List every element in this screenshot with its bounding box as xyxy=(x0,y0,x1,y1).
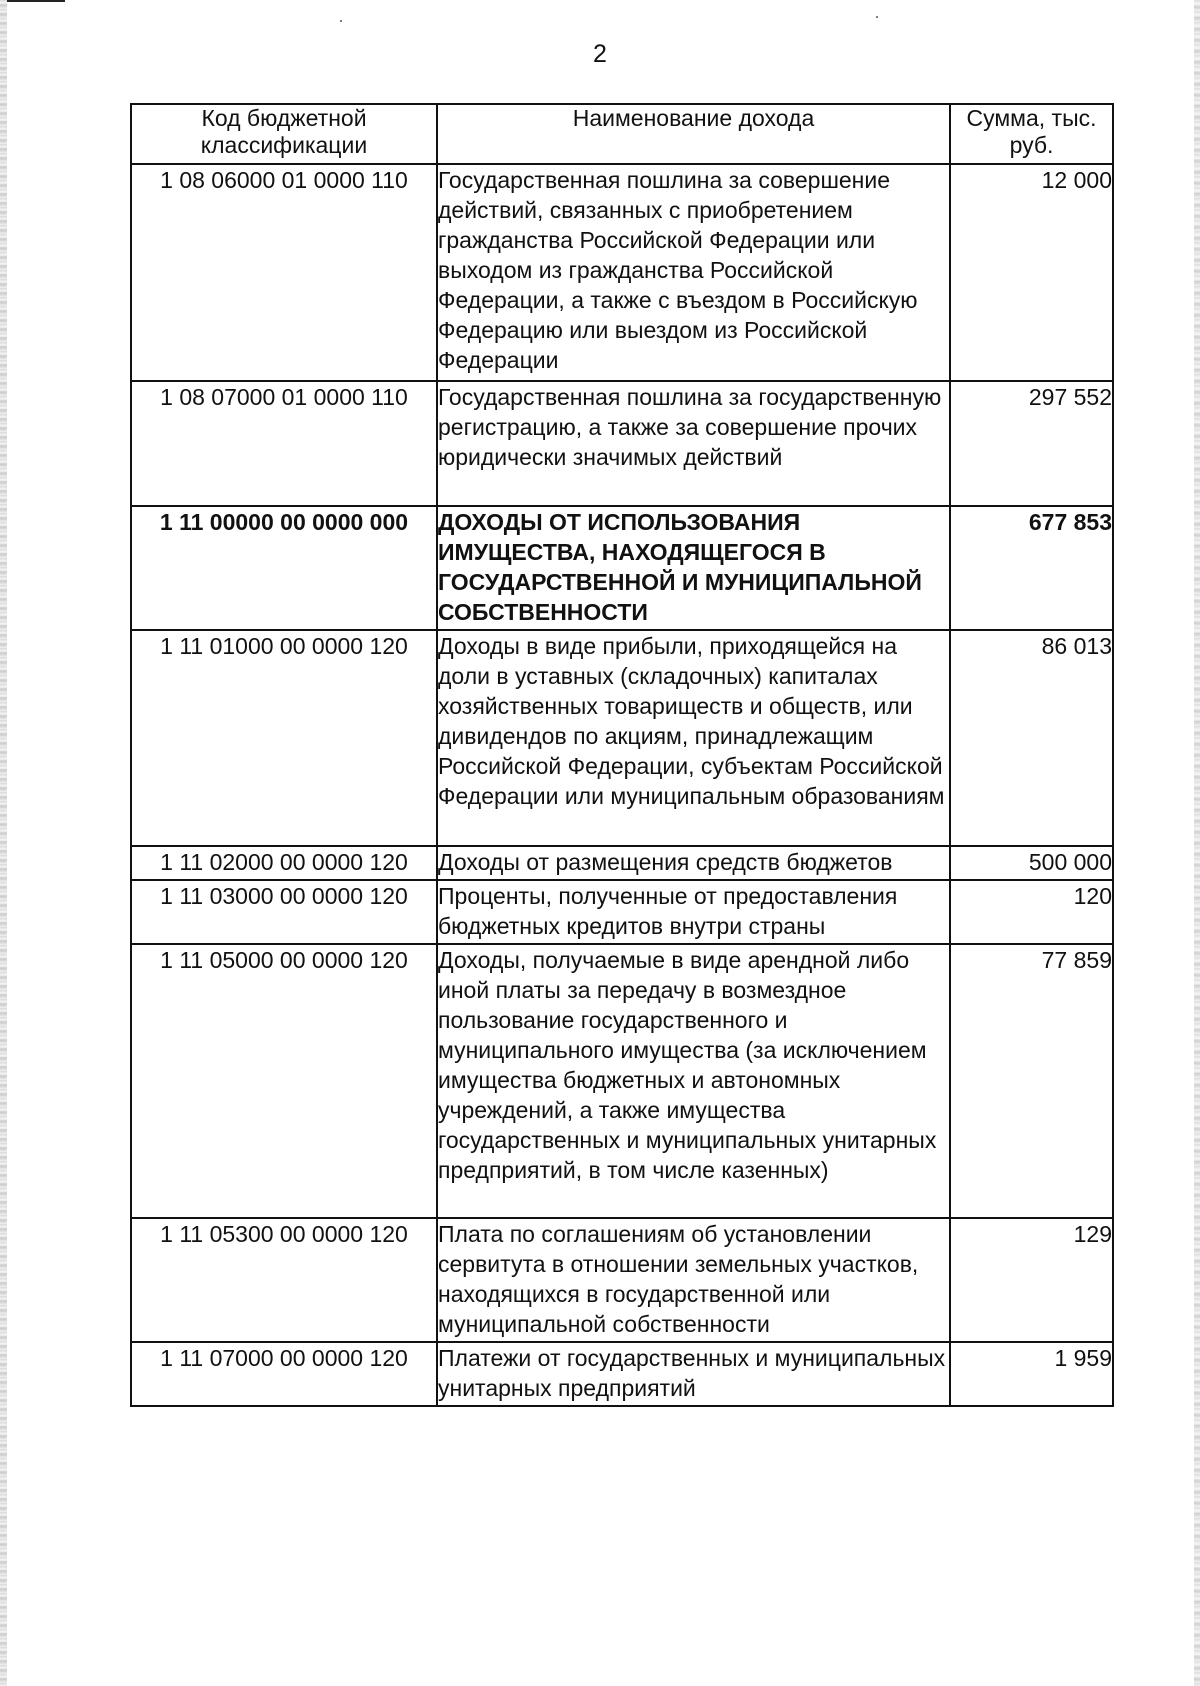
table-row xyxy=(131,630,1113,846)
row-sum: 500 000 xyxy=(950,846,1113,880)
row-sum: 120 xyxy=(950,880,1113,944)
row-code: 1 11 03000 00 0000 120 xyxy=(131,880,437,944)
row-name: Платежи от государственных и муниципальных унитарных предприятий xyxy=(437,1342,950,1406)
scan-speck xyxy=(876,16,878,18)
row-sum: 77 859 xyxy=(950,944,1113,1218)
scan-edge-left xyxy=(0,0,7,1686)
table-row xyxy=(131,164,1113,381)
row-code: 1 11 01000 00 0000 120 xyxy=(131,630,437,846)
row-sum: 297 552 xyxy=(950,381,1113,506)
row-name: Проценты, полученные от предоставления бюджетных кредитов внутри страны xyxy=(437,880,950,944)
row-code: 1 11 07000 00 0000 120 xyxy=(131,1342,437,1406)
row-code: 1 11 05300 00 0000 120 xyxy=(131,1218,437,1342)
header-sum: Сумма, тыс. руб. xyxy=(950,104,1113,164)
page-number: 2 xyxy=(593,40,607,68)
revenue-table xyxy=(130,103,1114,1407)
row-code: 1 08 06000 01 0000 110 xyxy=(131,164,437,381)
header-code: Код бюджетной классификации xyxy=(131,104,437,164)
row-sum: 1 959 xyxy=(950,1342,1113,1406)
table-row xyxy=(131,880,1113,944)
row-name: Государственная пошлина за совершение действий, связанных с приобретением гражданства Российской Федерации или выходом из гражданства Российской Федерации, а также с въездом в Российскую Федерацию или выездом из Российской Федерации xyxy=(437,164,950,381)
row-code: 1 11 00000 00 0000 000 xyxy=(131,506,437,630)
header-name: Наименование дохода xyxy=(437,104,950,164)
row-sum: 129 xyxy=(950,1218,1113,1342)
row-name: ДОХОДЫ ОТ ИСПОЛЬЗОВАНИЯ ИМУЩЕСТВА, НАХОДЯЩЕГОСЯ В ГОСУДАРСТВЕННОЙ И МУНИЦИПАЛЬНОЙ СОБСТВЕННОСТИ xyxy=(437,506,950,630)
row-name: Плата по соглашениям об установлении сервитута в отношении земельных участков, находящихся в государственной или муниципальной собственности xyxy=(437,1218,950,1342)
table-row xyxy=(131,1342,1113,1406)
row-sum: 86 013 xyxy=(950,630,1113,846)
row-code: 1 08 07000 01 0000 110 xyxy=(131,381,437,506)
row-code: 1 11 05000 00 0000 120 xyxy=(131,944,437,1218)
table-row xyxy=(131,944,1113,1218)
table-row-section xyxy=(131,506,1113,630)
row-code: 1 11 02000 00 0000 120 xyxy=(131,846,437,880)
table-header-row xyxy=(131,104,1113,164)
row-sum: 12 000 xyxy=(950,164,1113,381)
scan-edge-right xyxy=(1194,0,1200,1686)
row-sum: 677 853 xyxy=(950,506,1113,630)
row-name: Доходы от размещения средств бюджетов xyxy=(437,846,950,880)
scan-artifact-line xyxy=(7,0,65,2)
scan-speck xyxy=(340,20,342,22)
table-row xyxy=(131,381,1113,506)
row-name: Государственная пошлина за государственную регистрацию, а также за совершение прочих юридически значимых действий xyxy=(437,381,950,506)
row-name: Доходы, получаемые в виде арендной либо иной платы за передачу в возмездное пользование государственного и муниципального имущества (за исключением имущества бюджетных и автономных учреждений, а также имущества государственных и муниципальных унитарных предприятий, в том числе казенных) xyxy=(437,944,950,1218)
row-name: Доходы в виде прибыли, приходящейся на доли в уставных (складочных) капиталах хозяйственных товариществ и обществ, или дивидендов по акциям, принадлежащим Российской Федерации, субъектам Российской Федерации или муниципальным образованиям xyxy=(437,630,950,846)
table-row xyxy=(131,846,1113,880)
table-row xyxy=(131,1218,1113,1342)
